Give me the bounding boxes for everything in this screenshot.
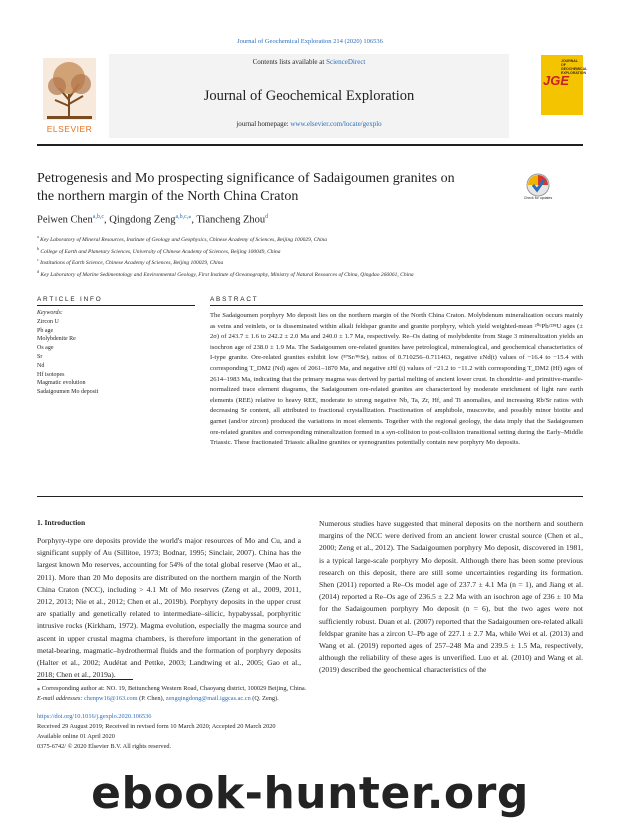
author-name: Tiancheng Zhou <box>196 214 266 226</box>
received-dates: Received 29 August 2019; Received in revised form 10 March 2020; Accepted 20 March 2020 <box>37 723 276 730</box>
affiliation-text: Institutions of Earth Science, Chinese Academy of Sciences, Beijing 100029, China <box>40 259 224 266</box>
abstract-text: The Sadaigoumen porphyry Mo deposit lies on the northern margin of the North China Craton. Molybdenum mineralization occurs mainly as veins and veinlets, or is disseminated within alkali feldspar granite and granite porphyry, which yield weighted-mean ²⁰⁶Pb/²³⁸U ages (± 2σ) of 243.7 ± 1.6 to 242.2 ± 2.0 Ma and 240.0 ± 1.7 Ma, respectively. Re–Os dating of molybdenite from Stage 3 mineralization yields an isochron age of 238.0 ± 1.9 Ma. The Sadaigoumen ore-related granites have petrological, mineralogical, and geochemical characteristics of I-type granite. Ore-related granites exhibit low (⁸⁷Sr/⁸⁶Sr)ᵢ ratios of 0.710256–0.711463, negative εNd(t) values of −16.4 to −15.4 with corresponding T_DM2 (Nd) ages of 2061–1870 Ma, and negative εHf (t) values of −21.2 to −11.2 with corresponding T_DM2 (Hf) ages of 2614–1983 Ma, indicating that the primary magma was derived by partial melting of ancient lower crust. In chondrite- and primitive-mantle-normalized trace element diagrams, the Sadaigoumen ore-related granites are characterized by moderate enrichment of light rare earth elements (REE) relative to heavy REE, moderate to strong negative Nb, Ta, Zr, Hf, and Ti anomalies, and increasing Rb/Sr ratios with decreasing Sr content, all attributed to fractional crystallization. Fractionation of amphibole, muscovite, and possibly minor biotite and garnet (and/or zircon) produced the variations in most elements. Together with the regional geology, the data imply that the Sadaigoumen ore-related granites and corresponding mineralization formed in a syn-collision to post-collision transitional setting during the Early–Middle Triassic. These fractionated Triassic alkaline granites or syenogranites potentially contain new porphyry Mo deposits. <box>210 312 583 447</box>
elsevier-wordmark: ELSEVIER <box>46 124 93 134</box>
journal-title: Journal of Geochemical Exploration <box>203 88 415 104</box>
corresponding-author-footnote <box>37 684 583 704</box>
keyword-item: Hf isotopes <box>37 371 65 378</box>
intro-column-right: Numerous studies have suggested that mineral deposits on the northern and southern margins of the NCC were derived from an ancient lower crustal source (Chen et al., 2000; Zeng et al., 2012). The Sadaigoumen porphyry Mo deposit, discovered in 1981, is a typical large-scale porphyry Mo deposit. Although there has been some previous research on this deposit, there are still some uncertainties regarding its formation. Shen (2011) reported a Re–Os model age of 237.7 ± 4.1 Ma (n = 1), and Jiang et al. (2014) reported a Re–Os age of 236.5 ± 2.2 Ma with an isochron age of 236 ± 10 Ma for the Sadaigoumen porphyry Mo deposit (n = 6), but the two ages were not sufficiently robust. Duan et al. (2007) reported that the Sadaigoumen ore-related alkali feldspar granite has a zircon U–Pb age of 227.1 ± 2.7 Ma, while Wei et al. (2013) and Wang et al. (2019) reported ages of 257–248 Ma and 239.5 ± 1.5 Ma, respectively, although the reliability of these ages is unverified. Luo et al. (2010) and Wang et al. (2019) described the geochemical characteristics of the <box>319 519 583 675</box>
footnote-rule <box>37 679 133 680</box>
email-owner-zeng: (Q. Zeng). <box>250 695 279 702</box>
header-center-panel <box>109 54 509 138</box>
author-affiliation-sup[interactable]: a,b,c <box>92 214 105 220</box>
available-online: Available online 01 April 2020 <box>37 733 115 740</box>
affiliation-item <box>37 268 583 280</box>
publication-info <box>37 712 583 752</box>
keyword-item: Os age <box>37 345 54 352</box>
email-line <box>37 694 583 704</box>
keyword-item: Sadaigoumen Mo deposit <box>37 389 99 396</box>
keyword-item: Sr <box>37 353 43 360</box>
abstract-bottom-rule <box>37 496 583 497</box>
copyright: 0375-6742/ © 2020 Elsevier B.V. All rights reserved. <box>37 743 172 750</box>
keywords-block <box>37 309 197 397</box>
contents-line <box>109 58 509 66</box>
keywords-label: Keywords: <box>37 310 63 316</box>
author-affiliation-sup[interactable]: a,b,c,⁎ <box>175 214 192 220</box>
journal-cover-thumbnail <box>541 55 588 115</box>
affiliation-sup: a <box>37 234 39 239</box>
homepage-prefix: journal homepage: <box>236 120 291 128</box>
keyword-item: Pb age <box>37 327 54 334</box>
affiliation-item <box>37 245 583 257</box>
paper-title-line-1: Petrogenesis and Mo prospecting significance of Sadaigoumen granites on <box>37 171 455 186</box>
contents-prefix: Contents lists available at <box>252 58 327 66</box>
doi-link[interactable]: https://doi.org/10.1016/j.gexplo.2020.106536 <box>37 713 152 720</box>
crossmark-label: Check for updates <box>523 196 553 200</box>
corresponding-author-text: ⁎ Corresponding author at: NO. 19, Beituncheng Western Road, Chaoyang district, 100029 Beijing, China. <box>37 685 307 692</box>
affiliations <box>37 233 583 279</box>
affiliation-text: College of Earth and Planetary Sciences, University of Chinese Academy of Sciences, Beijing 100049, China <box>40 248 281 255</box>
email-link-chen[interactable]: chenpw16@163.com <box>84 695 138 702</box>
author-affiliation-sup[interactable]: d <box>265 214 269 220</box>
header-divider <box>37 144 583 146</box>
affiliation-text: Key Laboratory of Marine Sedimentology and Environmental Geology, First Institute of Oceanography, Ministry of Natural Resources of China, Qingdao 266061, China <box>40 271 414 278</box>
watermark-text: ebook-hunter.org <box>91 768 529 819</box>
email-label: E-mail addresses: <box>37 695 84 702</box>
keyword-item: Molybdenite Re <box>37 336 76 343</box>
affiliation-text: Key Laboratory of Mineral Resources, Institute of Geology and Geophysics, Chinese Academy of Sciences, Beijing 100029, China <box>40 236 328 243</box>
author-name: Peiwen Chen <box>37 214 93 226</box>
cover-abbreviation: JGE <box>543 73 570 88</box>
homepage-line <box>109 120 509 128</box>
homepage-link[interactable]: www.elsevier.com/locate/gexplo <box>290 120 382 128</box>
intro-column-left: Porphyry-type ore deposits provide the world's major resources of Mo and Cu, and a significant supply of Au (Sillitoe, 1973; Bodnar, 1995; Sinclair, 2007). China has the largest known Mo reserves, accounting for 54% of the total global reserve (Mao et al., 2011). More than 20 Mo deposits are distributed on the northern margin of the North China Craton (NCC), including > 4.1 Mt of Mo reserves (Zeng et al., 2009, 2011, 2012, 2013; Nie et al., 2012; Chen et al., 2019b). Porphyry deposits in the upper crust are spatially and genetically related to intermediate–silicic, hypabyssal, porphyritic intrusive rocks (Kirkham, 1972). Magma evolution, especially the magma source and ascent in upper crustal magma chambers, is therefore important in the generation of metal-bearing, magmatic–hydrothermal fluids and the formation of porphyry deposits (Halter et al., 2002; Audétat and Pettke, 2003; Landtwing et al., 2005; Gao et al., 2018; Chen et al., 2019a). <box>37 536 301 680</box>
article-info-heading: ARTICLE INFO <box>37 296 103 303</box>
email-owner-chen: (P. Chen), <box>137 695 166 702</box>
abstract-heading: ABSTRACT <box>210 296 259 303</box>
introduction-heading: 1. Introduction <box>37 518 86 527</box>
keyword-item: Magmatic evolution <box>37 380 86 387</box>
journal-citation-link[interactable]: Journal of Geochemical Exploration 214 (2020) 106536 <box>237 38 383 45</box>
email-link-zeng[interactable]: zengqingdong@mail.iggcas.ac.cn <box>165 695 251 702</box>
abstract-rule <box>210 305 583 306</box>
affiliation-sup: c <box>37 257 39 263</box>
paper-title <box>37 170 507 206</box>
cover-title: JOURNAL OF GEOCHEMICAL EXPLORATION <box>561 59 588 75</box>
sciencedirect-link[interactable]: ScienceDirect <box>326 58 366 66</box>
affiliation-sup: b <box>37 245 39 251</box>
affiliation-item <box>37 233 583 245</box>
paper-title-line-2: the northern margin of the North China Craton <box>37 189 299 204</box>
journal-header <box>37 54 588 142</box>
article-info-rule <box>37 305 195 306</box>
author-name: Qingdong Zeng <box>109 214 176 226</box>
affiliation-item <box>37 256 583 268</box>
keyword-item: Nd <box>37 362 45 369</box>
affiliation-sup: d <box>37 268 39 274</box>
keyword-item: Zircon U <box>37 318 59 325</box>
author-list: Peiwen Chen$^{a,b,c}$, Qingdong Zeng$^{a,b,c,⁎}$, Tiancheng Zhou$^d$ <box>37 214 269 226</box>
